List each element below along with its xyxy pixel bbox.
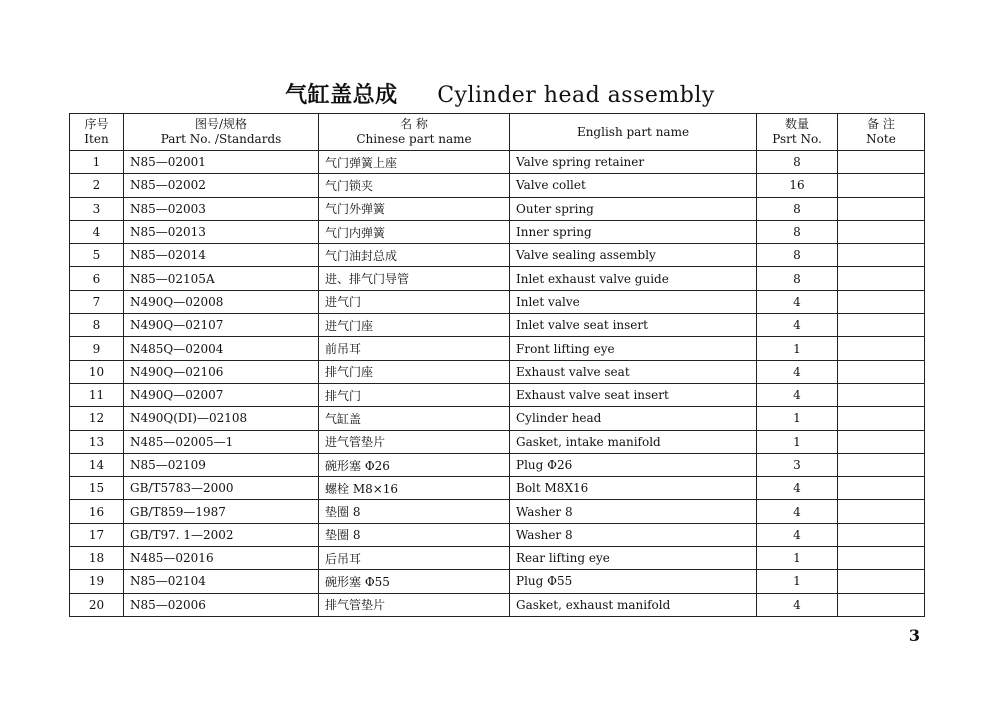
cell-english-name: Inlet exhaust valve guide <box>510 267 757 290</box>
cell-note <box>838 453 925 476</box>
cell-chinese-name: 碗形塞 Φ26 <box>319 453 510 476</box>
header-item-en: Iten <box>84 132 109 146</box>
table-row <box>70 314 925 337</box>
title-chinese: 气缸盖总成 <box>285 82 398 108</box>
cell-chinese-name: 气门弹簧上座 <box>319 151 510 174</box>
cell-part-no: N85—02105A <box>124 267 319 290</box>
cell-english-name: Rear lifting eye <box>510 547 757 570</box>
cell-note <box>838 337 925 360</box>
cell-item: 17 <box>70 523 124 546</box>
header-qty-zh: 数量 <box>784 117 809 131</box>
cell-english-name: Plug Φ55 <box>510 570 757 593</box>
cell-quantity: 8 <box>757 197 838 220</box>
cell-chinese-name: 进气管垫片 <box>319 430 510 453</box>
table-row <box>70 523 925 546</box>
cell-quantity: 4 <box>757 290 838 313</box>
cell-note <box>838 593 925 616</box>
table-row <box>70 220 925 243</box>
cell-quantity: 4 <box>757 314 838 337</box>
cell-item: 11 <box>70 383 124 406</box>
table-header <box>70 114 925 151</box>
cell-note <box>838 314 925 337</box>
page-number: 3 <box>908 626 920 645</box>
parts-table <box>69 113 925 617</box>
cell-part-no: N485Q—02004 <box>124 337 319 360</box>
cell-item: 7 <box>70 290 124 313</box>
cell-english-name: Washer 8 <box>510 500 757 523</box>
cell-english-name: Cylinder head <box>510 407 757 430</box>
cell-chinese-name: 气门油封总成 <box>319 244 510 267</box>
cell-english-name: Valve spring retainer <box>510 151 757 174</box>
cell-quantity: 1 <box>757 547 838 570</box>
cell-item: 14 <box>70 453 124 476</box>
cell-part-no: GB/T5783—2000 <box>124 477 319 500</box>
cell-part-no: N490Q—02008 <box>124 290 319 313</box>
cell-quantity: 8 <box>757 267 838 290</box>
cell-english-name: Exhaust valve seat <box>510 360 757 383</box>
cell-chinese-name: 气缸盖 <box>319 407 510 430</box>
cell-note <box>838 383 925 406</box>
cell-note <box>838 244 925 267</box>
cell-chinese-name: 后吊耳 <box>319 547 510 570</box>
cell-quantity: 1 <box>757 407 838 430</box>
table-row <box>70 290 925 313</box>
header-note-en: Note <box>866 132 896 146</box>
cell-chinese-name: 进、排气门导管 <box>319 267 510 290</box>
cell-chinese-name: 进气门座 <box>319 314 510 337</box>
cell-item: 4 <box>70 220 124 243</box>
cell-chinese-name: 气门锁夹 <box>319 174 510 197</box>
cell-part-no: N490Q—02107 <box>124 314 319 337</box>
cell-item: 12 <box>70 407 124 430</box>
cell-chinese-name: 前吊耳 <box>319 337 510 360</box>
header-part-no <box>124 114 319 151</box>
title-english: Cylinder head assembly <box>437 83 715 108</box>
cell-chinese-name: 螺栓 M8×16 <box>319 477 510 500</box>
header-quantity <box>757 114 838 151</box>
cell-note <box>838 407 925 430</box>
cell-part-no: N490Q—02106 <box>124 360 319 383</box>
cell-chinese-name: 排气门 <box>319 383 510 406</box>
cell-quantity: 8 <box>757 244 838 267</box>
table-row <box>70 500 925 523</box>
cell-chinese-name: 排气管垫片 <box>319 593 510 616</box>
table-row <box>70 267 925 290</box>
table-row <box>70 174 925 197</box>
table-row <box>70 244 925 267</box>
table-row <box>70 151 925 174</box>
cell-quantity: 4 <box>757 593 838 616</box>
cell-quantity: 1 <box>757 430 838 453</box>
cell-english-name: Inlet valve <box>510 290 757 313</box>
cell-item: 18 <box>70 547 124 570</box>
table-row <box>70 197 925 220</box>
cell-quantity: 3 <box>757 453 838 476</box>
header-english-name <box>510 114 757 151</box>
cell-english-name: Bolt M8X16 <box>510 477 757 500</box>
cell-part-no: N490Q(DI)—02108 <box>124 407 319 430</box>
header-qty-en: Psrt No. <box>772 132 822 146</box>
cell-item: 6 <box>70 267 124 290</box>
cell-chinese-name: 垫圈 8 <box>319 500 510 523</box>
header-row <box>70 114 925 151</box>
cell-note <box>838 174 925 197</box>
cell-quantity: 4 <box>757 477 838 500</box>
cell-note <box>838 430 925 453</box>
cell-part-no: GB/T859—1987 <box>124 500 319 523</box>
cell-quantity: 4 <box>757 383 838 406</box>
header-item <box>70 114 124 151</box>
cell-chinese-name: 碗形塞 Φ55 <box>319 570 510 593</box>
cell-quantity: 4 <box>757 523 838 546</box>
cell-english-name: Exhaust valve seat insert <box>510 383 757 406</box>
cell-chinese-name: 气门外弹簧 <box>319 197 510 220</box>
header-note <box>838 114 925 151</box>
header-note-zh: 备 注 <box>867 117 895 131</box>
cell-note <box>838 570 925 593</box>
cell-english-name: Valve sealing assembly <box>510 244 757 267</box>
cell-item: 10 <box>70 360 124 383</box>
cell-english-name: Gasket, exhaust manifold <box>510 593 757 616</box>
header-name-en: Chinese part name <box>356 132 472 146</box>
cell-item: 15 <box>70 477 124 500</box>
table-row <box>70 453 925 476</box>
cell-chinese-name: 排气门座 <box>319 360 510 383</box>
cell-english-name: Valve collet <box>510 174 757 197</box>
cell-quantity: 4 <box>757 500 838 523</box>
cell-english-name: Plug Φ26 <box>510 453 757 476</box>
cell-quantity: 16 <box>757 174 838 197</box>
cell-item: 19 <box>70 570 124 593</box>
cell-english-name: Outer spring <box>510 197 757 220</box>
table-row <box>70 593 925 616</box>
cell-note <box>838 220 925 243</box>
cell-quantity: 4 <box>757 360 838 383</box>
cell-note <box>838 500 925 523</box>
table-row <box>70 383 925 406</box>
cell-quantity: 8 <box>757 220 838 243</box>
cell-note <box>838 267 925 290</box>
cell-quantity: 8 <box>757 151 838 174</box>
cell-part-no: N85—02002 <box>124 174 319 197</box>
header-chinese-name <box>319 114 510 151</box>
cell-quantity: 1 <box>757 570 838 593</box>
cell-english-name: Inlet valve seat insert <box>510 314 757 337</box>
cell-quantity: 1 <box>757 337 838 360</box>
cell-item: 9 <box>70 337 124 360</box>
cell-english-name: Gasket, intake manifold <box>510 430 757 453</box>
cell-item: 1 <box>70 151 124 174</box>
table-row <box>70 360 925 383</box>
table-row <box>70 407 925 430</box>
cell-part-no: N85—02109 <box>124 453 319 476</box>
cell-part-no: N85—02003 <box>124 197 319 220</box>
header-part-no-en: Part No. /Standards <box>160 132 282 146</box>
cell-chinese-name: 垫圈 8 <box>319 523 510 546</box>
page-title <box>0 78 1000 109</box>
table-row <box>70 477 925 500</box>
cell-part-no: N85—02104 <box>124 570 319 593</box>
header-part-no-zh: 图号/规格 <box>194 117 248 131</box>
cell-note <box>838 151 925 174</box>
cell-chinese-name: 气门内弹簧 <box>319 220 510 243</box>
cell-item: 2 <box>70 174 124 197</box>
cell-english-name: Front lifting eye <box>510 337 757 360</box>
cell-note <box>838 477 925 500</box>
cell-item: 5 <box>70 244 124 267</box>
cell-item: 3 <box>70 197 124 220</box>
table-row <box>70 570 925 593</box>
cell-note <box>838 290 925 313</box>
cell-note <box>838 547 925 570</box>
table-row <box>70 547 925 570</box>
cell-part-no: N485—02005—1 <box>124 430 319 453</box>
cell-part-no: N85—02014 <box>124 244 319 267</box>
cell-item: 8 <box>70 314 124 337</box>
cell-part-no: N85—02013 <box>124 220 319 243</box>
cell-english-name: Washer 8 <box>510 523 757 546</box>
table-row <box>70 430 925 453</box>
cell-chinese-name: 进气门 <box>319 290 510 313</box>
cell-part-no: N85—02001 <box>124 151 319 174</box>
cell-note <box>838 197 925 220</box>
cell-english-name: Inner spring <box>510 220 757 243</box>
table-body <box>70 151 925 617</box>
table-row <box>70 337 925 360</box>
cell-note <box>838 523 925 546</box>
cell-item: 16 <box>70 500 124 523</box>
cell-part-no: GB/T97. 1—2002 <box>124 523 319 546</box>
header-english: English part name <box>576 124 690 139</box>
cell-note <box>838 360 925 383</box>
cell-item: 20 <box>70 593 124 616</box>
header-name-zh: 名 称 <box>400 117 428 131</box>
cell-item: 13 <box>70 430 124 453</box>
cell-part-no: N85—02006 <box>124 593 319 616</box>
header-item-zh: 序号 <box>84 117 109 131</box>
cell-part-no: N490Q—02007 <box>124 383 319 406</box>
cell-part-no: N485—02016 <box>124 547 319 570</box>
